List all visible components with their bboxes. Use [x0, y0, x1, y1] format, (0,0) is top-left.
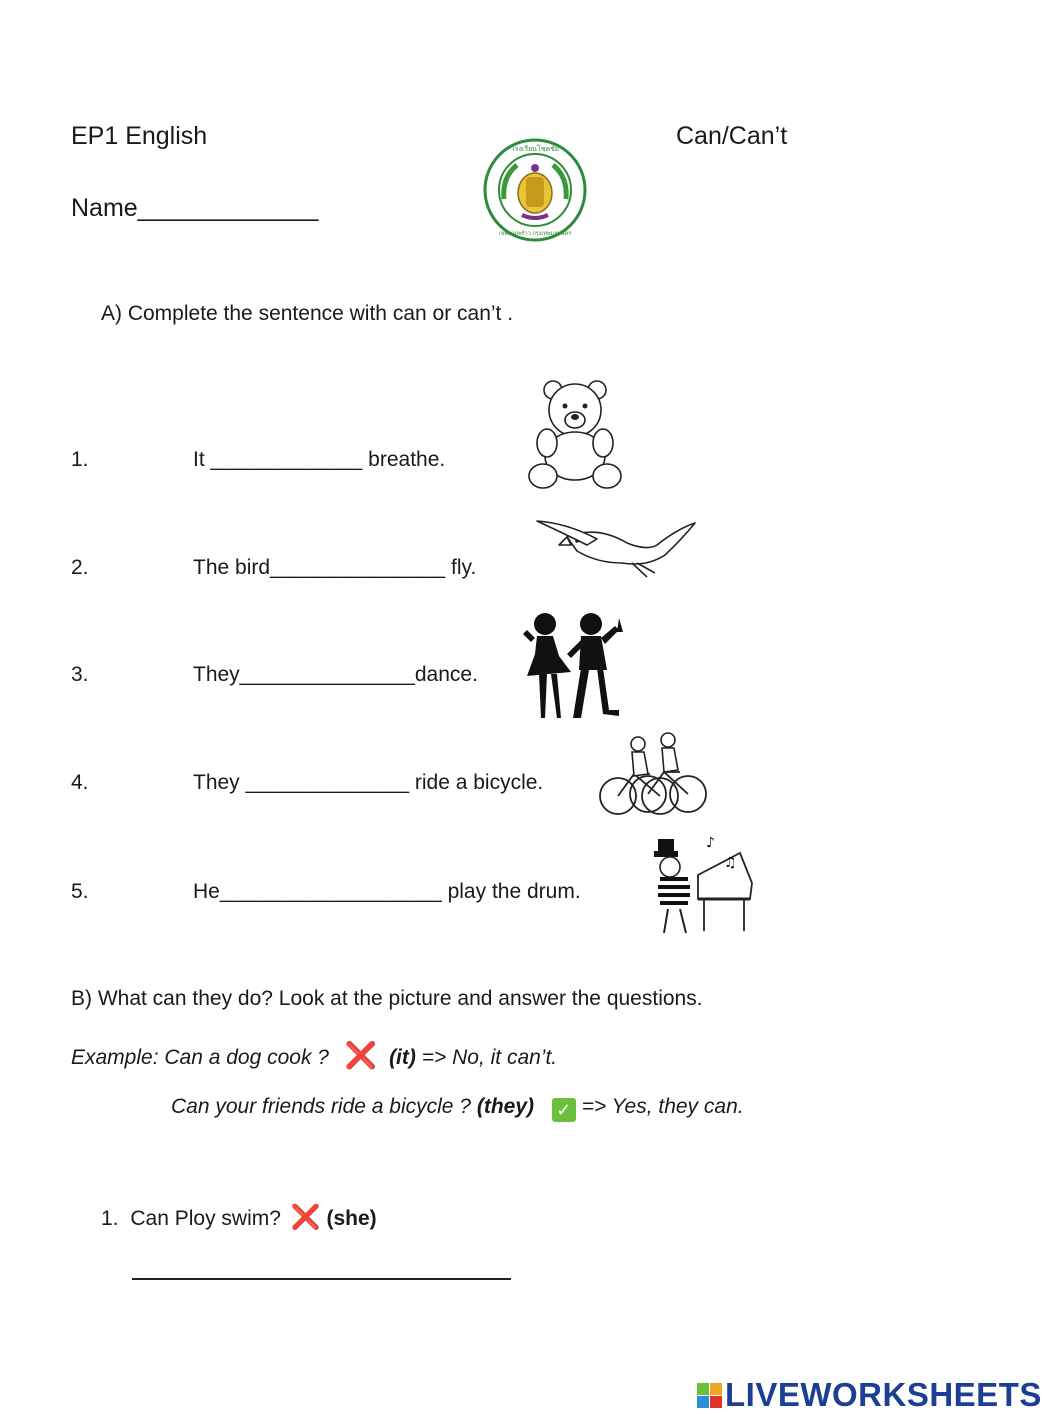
cross-icon: ❌ [344, 1040, 378, 1070]
svg-text:♫: ♫ [724, 855, 737, 871]
question-sentence[interactable]: They_______________dance. [193, 663, 478, 686]
liveworksheets-logo [697, 1376, 1042, 1414]
svg-text:♪: ♪ [706, 835, 715, 851]
logo-text: LIVEWORKSHEETS [725, 1376, 1042, 1413]
seal-text-bottom: เขตลาดพร้าว กรุงเทพมหานคร [498, 231, 572, 237]
question-b-1 [101, 1203, 377, 1232]
example-1-answer: => No, it can’t. [421, 1046, 558, 1069]
section-b-instruction: B) What can they do? Look at the picture and answer the questions. [71, 987, 703, 1010]
question-number: 3. [71, 663, 89, 686]
example-2-question: Can your friends ride a bicycle ? [171, 1095, 471, 1118]
question-number: 4. [71, 771, 89, 794]
question-sentence[interactable]: It _____________ breathe. [193, 448, 446, 471]
question-b-1-text: Can Ploy swim? [130, 1207, 281, 1230]
example-1 [71, 1040, 557, 1071]
question-sentence[interactable]: The bird_______________ fly. [193, 556, 477, 579]
question-sentence[interactable]: He___________________ play the drum. [193, 880, 581, 903]
question-number: 1. [71, 448, 89, 471]
dancers-icon [523, 610, 633, 725]
worksheet-subject: EP1 English [71, 122, 208, 150]
seal-text-top: โรงเรียนโชคชัย [510, 145, 560, 153]
answer-blank-line[interactable] [132, 1278, 511, 1280]
example-1-question: Example: Can a dog cook ? [71, 1046, 329, 1069]
question-b-1-subject: (she) [326, 1207, 377, 1230]
school-seal-icon [482, 137, 588, 243]
logo-mark-icon [697, 1383, 722, 1408]
question-number: 5. [71, 880, 89, 903]
cross-icon: ❌ [290, 1204, 321, 1231]
example-2-subject: (they) [476, 1095, 534, 1118]
example-2 [171, 1095, 744, 1122]
section-a-instruction: A) Complete the sentence with can or can’t . [101, 302, 514, 325]
example-1-subject: (it) [389, 1046, 416, 1069]
question-b-1-number: 1. [101, 1207, 119, 1230]
cyclists-icon [598, 730, 708, 820]
worksheet-topic: Can/Can’t [676, 122, 788, 150]
musician-icon [640, 833, 755, 935]
question-sentence[interactable]: They ______________ ride a bicycle. [193, 771, 544, 794]
question-number: 2. [71, 556, 89, 579]
check-icon: ✓ [552, 1098, 576, 1122]
teddy-bear-icon [525, 378, 625, 493]
bird-icon [537, 515, 697, 585]
example-2-answer: => Yes, they can. [581, 1095, 744, 1118]
name-field-label: Name_____________ [71, 194, 319, 222]
